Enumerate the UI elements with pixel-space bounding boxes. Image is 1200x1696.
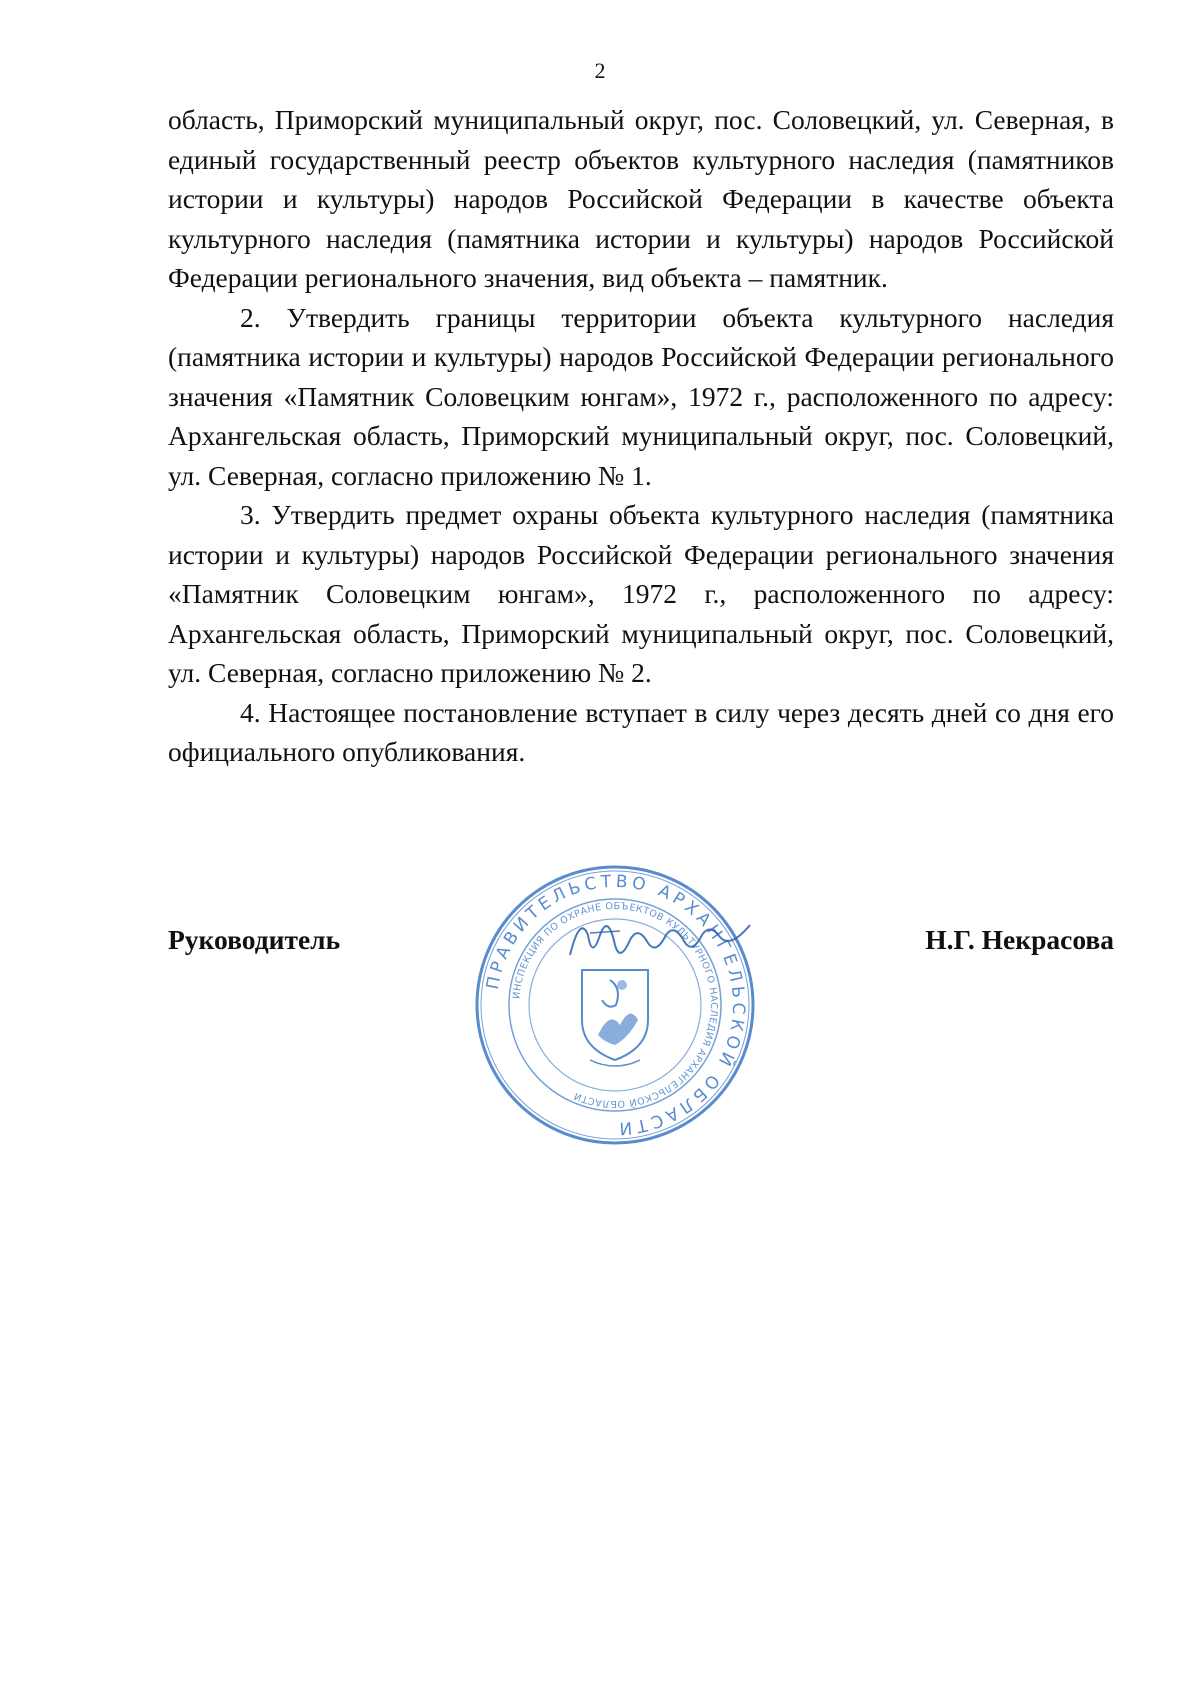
paragraph-4-entry-into-force: 4. Настоящее постановление вступает в силу через десять дней со дня его официального опубликования. bbox=[168, 696, 1114, 767]
stamp-outer-text: ПРАВИТЕЛЬСТВО АРХАНГЕЛЬСКОЙ ОБЛАСТИ bbox=[482, 871, 749, 1139]
paragraph-2-boundaries: 2. Утвердить границы территории объекта культурного наследия (памятника истории и культуры) народов Российской Федерации регионального значения «Памятник Соловецким юнгам», 1972 г., расположенного по адресу: Архангельская область, Приморский муниципальный округ, пос. Соловецкий, ул. Северная, согласно приложению № 1. bbox=[168, 301, 1114, 491]
document-body bbox=[168, 100, 1114, 772]
page-number: 2 bbox=[594, 58, 606, 83]
signature-block bbox=[168, 924, 1114, 984]
paragraph-1-continuation: область, Приморский муниципальный округ, пос. Соловецкий, ул. Северная, в единый государственный реестр объектов культурного наследия (памятников истории и культуры) народов Российской Федерации в качестве объекта культурного наследия (памятника истории и культуры) народов Российской Федерации регионального значения, вид объекта – памятник. bbox=[168, 104, 1114, 293]
paragraph-3-protection-subject: 3. Утвердить предмет охраны объекта культурного наследия (памятника истории и культуры) народов Российской Федерации регионального значения «Памятник Соловецким юнгам», 1972 г., расположенного по адресу: Архангельская область, Приморский муниципальный округ, пос. Соловецкий, ул. Северная, согласно приложению № 2. bbox=[168, 499, 1114, 688]
signatory-position: Руководитель bbox=[168, 924, 341, 955]
official-stamp bbox=[470, 860, 760, 1150]
signatory-name: Н.Г. Некрасова bbox=[925, 924, 1114, 955]
stamp-inner-text: ИНСПЕКЦИЯ ПО ОХРАНЕ ОБЪЕКТОВ КУЛЬТУРНОГО НАСЛЕДИЯ АРХАНГЕЛЬСКОЙ ОБЛАСТИ bbox=[511, 900, 720, 1110]
coat-of-arms-icon bbox=[582, 970, 648, 1066]
